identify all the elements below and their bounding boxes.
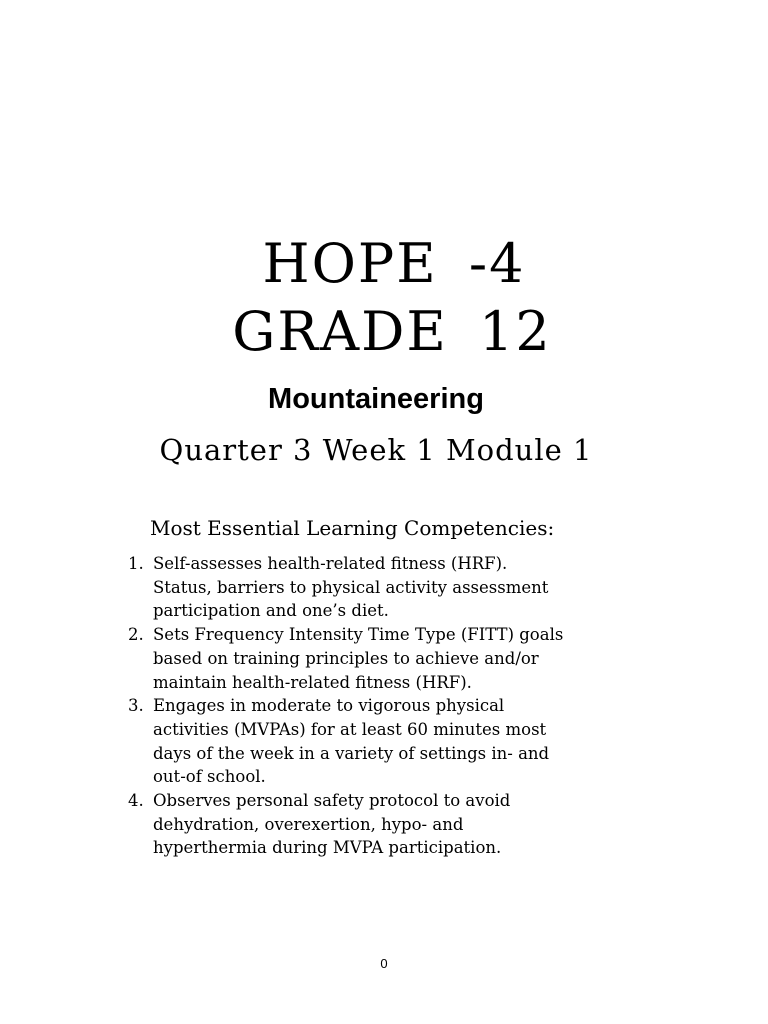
competency-line: Self-assesses health-related fitness (HRF).: [153, 554, 508, 573]
competency-item: [128, 552, 628, 623]
competencies-heading: Most Essential Learning Competencies:: [150, 516, 555, 540]
competency-line: maintain health-related fitness (HRF).: [153, 672, 472, 692]
competency-number: 4.: [128, 791, 144, 811]
subject-title: Mountaineering: [268, 383, 484, 415]
competency-line: Engages in moderate to vigorous physical: [153, 696, 505, 716]
quarter-week-module: Quarter 3 Week 1 Module 1: [159, 433, 593, 467]
competency-item: [128, 623, 628, 694]
title-hope-4: HOPE -4: [262, 232, 526, 295]
competency-line: dehydration, overexertion, hypo- and: [153, 814, 464, 834]
competency-line: Sets Frequency Intensity Time Type (FITT) goals: [153, 625, 564, 645]
competency-line: hyperthermia during MVPA participation.: [153, 838, 502, 858]
page-number: 0: [380, 956, 388, 971]
competency-number: 1.: [128, 554, 144, 573]
competency-item: [128, 694, 628, 789]
competency-line: days of the week in a variety of settings in- and: [153, 743, 550, 763]
competency-item: [128, 789, 628, 860]
competency-line: participation and one’s diet.: [153, 601, 389, 621]
competency-line: activities (MVPAs) for at least 60 minutes most: [153, 719, 547, 739]
competency-line: out-of school.: [153, 767, 266, 787]
competency-line: Observes personal safety protocol to avoid: [153, 791, 511, 811]
competency-number: 2.: [128, 625, 144, 645]
competencies-list: [128, 552, 628, 860]
competency-line: Status, barriers to physical activity assessment: [153, 577, 549, 597]
competency-number: 3.: [128, 696, 144, 716]
title-grade-12: GRADE 12: [232, 300, 552, 363]
competency-line: based on training principles to achieve and/or: [153, 648, 539, 668]
